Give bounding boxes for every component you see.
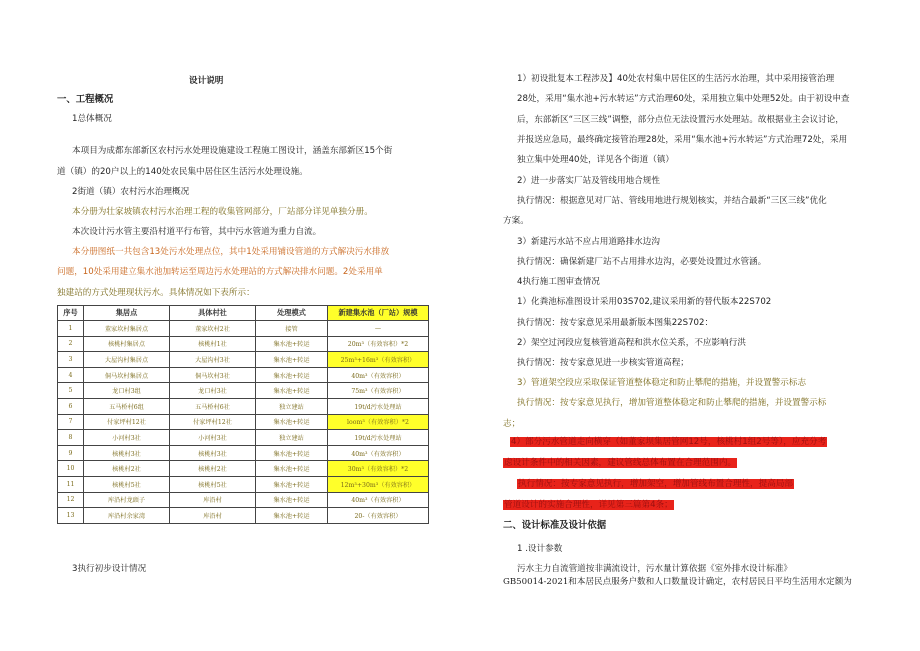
cell-site: 核桃村集居点 [84,336,170,352]
para-4-line-a: 本分册图纸一共包含13处污水处理点位，其中1处采用铺设管道的方式解决污水排放 [72,247,390,257]
cell-mode: 独立建站 [256,430,328,446]
right-item-4: 4执行施工图审查情况 [517,277,600,287]
subsection-1-2: 2街道（镇）农村污水治理概况 [72,187,190,197]
cell-mode: 集水池+转运 [256,367,328,383]
table-row [58,336,429,352]
cell-site: 董家坎村集居点 [84,321,170,337]
cell-no: 4 [58,367,84,383]
right-item-2-exec-b: 方案。 [503,216,529,226]
cell-scale: 75m³（有效容积） [328,383,429,399]
para-1-line-a: 本项目为成都东部新区农村污水处理设施建设工程施工图设计，涵盖东部新区15个街 [72,146,393,156]
para-4-line-c: 独建站的方式处理现状污水。具体情况如下表所示： [57,288,255,298]
highlight-red-text-3: 执行情况：按专家意见执行，增加架空，增加管线布置合理性，提高局部 [518,479,794,489]
cell-mode: 集水池+转运 [256,352,328,368]
subsection-1-3: 3执行初步设计情况 [72,564,147,574]
table-row [58,321,429,337]
cell-village: 库沿村 [170,508,256,524]
cell-no: 2 [58,336,84,352]
cell-site: 核桃村5社 [84,476,170,492]
right-item-4-1-exec: 执行情况：按专家意见采用最新版本图集22S702： [517,318,714,328]
subsection-2-1: 1 .设计参数 [517,544,563,554]
cell-site: 龙口村3组 [84,383,170,399]
section-1-heading: 一、工程概况 [57,94,114,105]
cell-no: 12 [58,492,84,508]
cell-site: 大屋沟村集居点 [84,352,170,368]
right-item-1-line-d: 并报送应急局，最终确定接管治理28处，采用“集水池+污水转运”方式治理72处，采用 [517,135,848,145]
cell-village: 侗马坎村3社 [170,367,256,383]
right-item-2-exec-a: 执行情况：根据意见对厂站、管线用地进行规划核实，并结合最新“三区三线”优化 [517,196,827,206]
cell-mode: 接管 [256,321,328,337]
highlight-red-line-2 [503,457,737,469]
section-2-heading: 二、设计标准及设计依据 [503,520,607,531]
cell-no: 7 [58,414,84,430]
table-row [58,492,429,508]
cell-site: 五马桥村6组 [84,398,170,414]
cell-mode: 集水池+转运 [256,492,328,508]
cell-no: 6 [58,398,84,414]
cell-village: 大屋沟村3社 [170,352,256,368]
right-item-1-line-e: 独立集中处理40处，详见各个街道（镇） [517,155,675,165]
right-item-1-line-c: 后，东部新区“三区三线”调整，部分点位无法设置污水处理站。故根据业主会议讨论， [517,115,844,125]
para-3: 本次设计污水管主要沿村道平行布管，其中污水管道为重力自流。 [72,227,322,237]
cell-no: 13 [58,508,84,524]
cell-site: 侗马坎村集居点 [84,367,170,383]
cell-scale: loom³（有效容积）*2 [328,414,429,430]
cell-no: 5 [58,383,84,399]
cell-mode: 集水池+转运 [256,336,328,352]
header-mode: 处理模式 [256,306,328,321]
right-item-1-line-b: 28处，采用“集水池+污水转运”方式治理60处，采用独立集中处理52处。由于初设申查 [517,94,850,104]
table-row [58,508,429,524]
site-table [57,305,429,524]
right-item-4-3: 3）管道架空段应采取保证管道整体稳定和防止攀爬的措施，并设置警示标志 [517,378,807,388]
cell-site: 核桃村3社 [84,445,170,461]
right-item-4-2: 2）架空过河段应复核管道高程和洪水位关系，不应影响行洪 [517,338,746,348]
table-row [58,430,429,446]
cell-mode: 集水池+转运 [256,508,328,524]
table-row [58,461,429,477]
section-2-para-line-b: GB50014-2021和本居民点服务户数和人口数量设计确定，农村居民日平均生活用水定额为 [503,577,852,587]
cell-scale: — [328,321,429,337]
right-item-3: 3）新建污水站不应占用道路排水边沟 [517,237,660,247]
cell-village: 核桃村2社 [170,461,256,477]
highlight-red-line-4 [503,499,674,511]
section-2-para-line-a: 污水主力自流管道按非满流设计，污水量计算依据《室外排水设计标准》 [517,564,793,574]
cell-scale: 12m³+30m³（有效容积） [328,476,429,492]
cell-scale: 40m³（有效容积） [328,492,429,508]
right-item-4-1: 1）化粪池标准图设计采用03S702,建议采用新的替代版本22S702 [517,297,772,307]
cell-scale: 25m³+16m³（有效容积） [328,352,429,368]
cell-village: 核桃村5社 [170,476,256,492]
cell-village: 小河村3社 [170,430,256,446]
cell-no: 3 [58,352,84,368]
cell-village: 龙口村3社 [170,383,256,399]
highlight-red-text-2: 虑设计条件中的相关因素，建议管线总体布置在合理范围内。 [504,458,737,468]
para-1-line-b: 道（镇）的20户以上的140处农民集中居住区生活污水处理设施。 [57,167,308,177]
cell-village: 核桃村3社 [170,445,256,461]
cell-no: 11 [58,476,84,492]
right-item-4-2-exec: 执行情况：按专家意见进一步核实管道高程； [517,358,689,368]
cell-site: 小河村3社 [84,430,170,446]
cell-village: 董家坎村2社 [170,321,256,337]
table-row [58,445,429,461]
cell-no: 8 [58,430,84,446]
cell-site: 库沿村余家湾 [84,508,170,524]
cell-mode: 集水池+转运 [256,461,328,477]
highlight-red-text-1: 4）部分污水管道走向横穿（如董家坝集居管网12号，核桃村1组2号等），应充分考 [511,437,827,447]
table-row [58,414,429,430]
cell-scale: 40m³（有效容积） [328,445,429,461]
table-row [58,476,429,492]
cell-scale: 20m³（有效容积）*2 [328,336,429,352]
table-row [58,383,429,399]
cell-scale: 19t/d污水处理站 [328,430,429,446]
table-row [58,398,429,414]
cell-no: 9 [58,445,84,461]
table-header-row [58,306,429,321]
header-scale: 新建集水池（厂站）规模 [328,306,429,321]
highlight-red-line-3 [517,478,794,490]
cell-scale: 40m³（有效容积） [328,367,429,383]
table-row [58,367,429,383]
cell-mode: 集水池+转运 [256,476,328,492]
cell-village: 库沿村 [170,492,256,508]
cell-site: 核桃村2社 [84,461,170,477]
para-4-line-b: 问题，10处采用建立集水池加转运至周边污水处理站的方式解决排水问题。2处采用单 [57,267,383,277]
highlight-red-text-4: 管道设计的实施合理性，详见第三篇第4条； [504,500,673,510]
cell-site: 付家坪村12社 [84,414,170,430]
cell-scale: 20-（有效容积） [328,508,429,524]
header-village: 具体村社 [170,306,256,321]
cell-mode: 集水池+转运 [256,383,328,399]
right-item-3-exec: 执行情况：确保新建厂站不占用排水边沟，必要处设置过水管涵。 [517,257,767,267]
cell-mode: 集水池+转运 [256,445,328,461]
cell-mode: 集水池+转运 [256,414,328,430]
subsection-1-1: 1总体概况 [72,114,112,124]
cell-village: 付家坪村12社 [170,414,256,430]
cell-no: 1 [58,321,84,337]
right-item-4-3-exec-a: 执行情况：按专家意见执行，增加管道整体稳定和防止攀爬的措施，并设置警示标 [517,398,827,408]
cell-site: 库沿村龙頭子 [84,492,170,508]
cell-village: 核桃村1社 [170,336,256,352]
cell-scale: 19t/d污水处理站 [328,398,429,414]
cell-scale: 30m³（有效容积）*2 [328,461,429,477]
header-site: 集居点 [84,306,170,321]
header-no: 序号 [58,306,84,321]
cell-village: 五马桥村6社 [170,398,256,414]
highlight-red-line-1 [510,436,827,448]
doc-title: 设计说明 [189,76,224,86]
cell-no: 10 [58,461,84,477]
table-row [58,352,429,368]
para-2: 本分册为壮家坡镇农村污水治理工程的收集管网部分，厂站部分详见单独分册。 [72,207,373,217]
cell-mode: 独立建站 [256,398,328,414]
right-item-1-line-a: 1）初设批复本工程涉及】40处农村集中居住区的生活污水治理，其中采用接管治理 [517,74,835,84]
right-item-4-3-exec-b: 志； [503,419,521,429]
right-item-2: 2）进一步落实厂站及管线用地合规性 [517,176,660,186]
